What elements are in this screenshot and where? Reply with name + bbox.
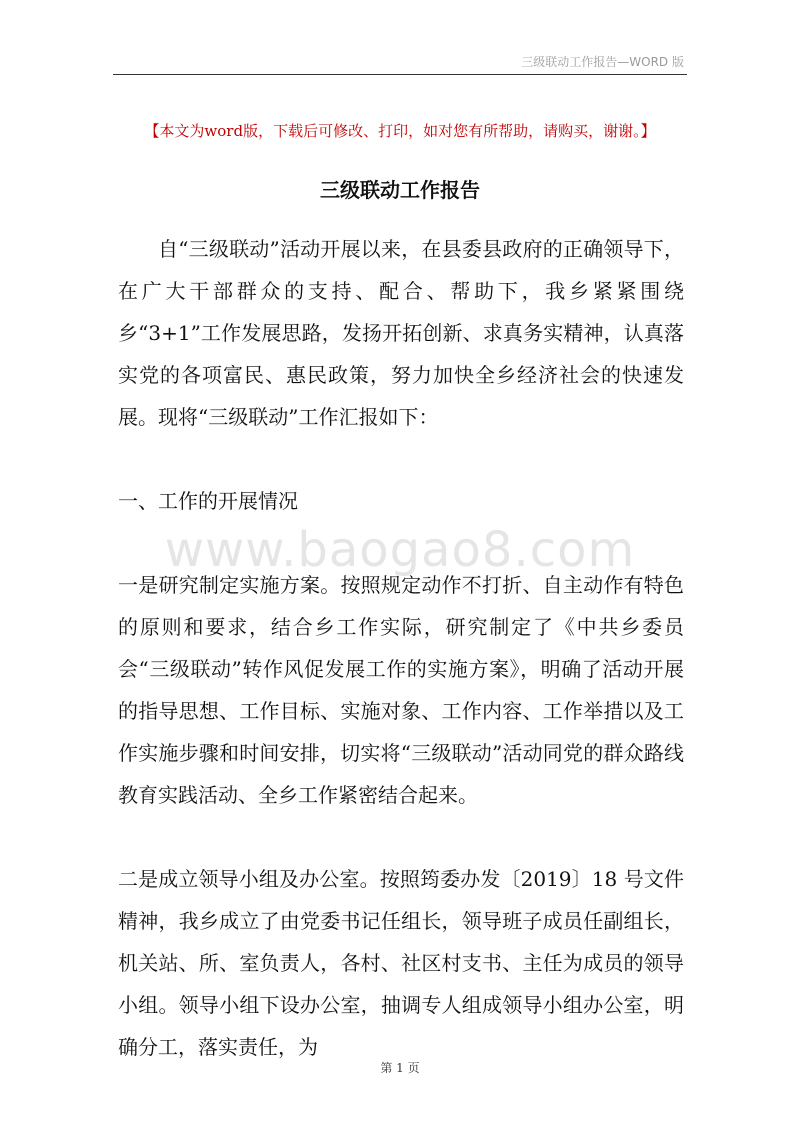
intro-paragraph: 自“三级联动”活动开展以来，在县委县政府的正确领导下，在广大干部群众的支持、配合、帮助下，我乡紧紧围绕乡“3+1”工作发展思路，发扬开拓创新、求真务实精神，认真落实党的各项富民、惠民政策，努力加快全乡经济社会的快速发展。现将“三级联动”工作汇报如下： [118,237,684,429]
section-heading: 一、工作的开展情况 [118,489,298,513]
running-header: 三级联动工作报告—WORD 版 [521,55,684,69]
watermark: www.baogao8.com [164,522,636,578]
document-title: 三级联动工作报告 [320,178,480,202]
document-body [118,228,684,1068]
body-paragraph: 一是研究制定实施方案。按照规定动作不打折、自主动作有特色的原则和要求，结合乡工作实际，研究制定了《中共乡委员会“三级联动”转作风促发展工作的实施方案》，明确了活动开展的指导思想、工作目标、实施对象、工作内容、工作举措以及工作实施步骤和时间安排，切实将“三级联动”活动同党的群众路线教育实践活动、全乡工作紧密结合起来。 [118,573,684,807]
body-paragraph: 二是成立领导小组及办公室。按照筠委办发〔2019〕18 号文件精神，我乡成立了由党委书记任组长，领导班子成员任副组长，机关站、所、室负责人，各村、社区村支书、主任为成员的领导小组。领导小组下设办公室，抽调专人组成领导小组办公室，明确分工，落实责任，为 [118,867,684,1059]
page-number: 第 1 页 [380,1061,420,1075]
header-divider [113,74,687,75]
purchase-notice: 【本文为word版，下载后可修改、打印，如对您有所帮助，请购买，谢谢。】 [144,122,656,140]
